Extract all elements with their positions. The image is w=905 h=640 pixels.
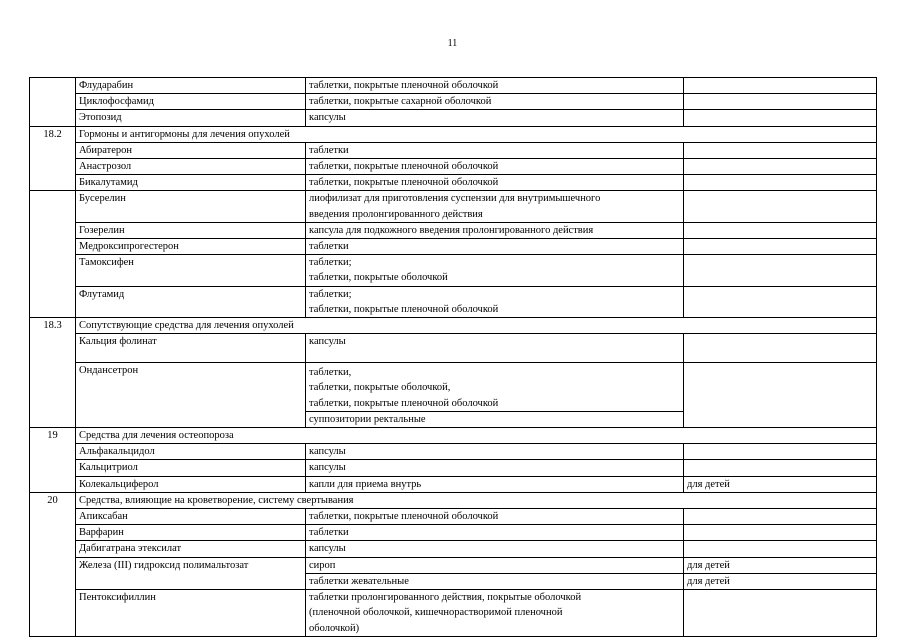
table-row <box>30 557 877 573</box>
section-number-cell <box>30 78 76 127</box>
section-number: 20 <box>30 492 76 636</box>
dosage-form: сироп <box>306 557 684 573</box>
note-cell <box>684 110 877 126</box>
table-row <box>30 541 877 557</box>
table-row <box>30 590 877 637</box>
note-cell <box>684 142 877 158</box>
dosage-form: таблетки жевательные <box>306 573 684 589</box>
note-cell <box>684 94 877 110</box>
dosage-form-line: таблетки, <box>309 367 352 379</box>
table-row <box>30 460 877 476</box>
table-row <box>30 239 877 255</box>
section-header-row <box>30 428 877 444</box>
drug-name: Этопозид <box>76 110 306 126</box>
dosage-form: таблетки <box>306 525 684 541</box>
dosage-form-line: таблетки, покрытые пленочной оболочкой <box>309 397 499 409</box>
dosage-form-line: таблетки, покрытые пленочной оболочкой <box>309 303 499 315</box>
dosage-form-line: таблетки, покрытые оболочкой <box>309 272 448 284</box>
note-cell <box>684 444 877 460</box>
drug-name: Тамоксифен <box>76 255 306 286</box>
drug-name: Гозерелин <box>76 222 306 238</box>
section-number-cell <box>30 191 76 318</box>
section-header-row <box>30 492 877 508</box>
dosage-form <box>306 255 684 286</box>
note-cell <box>684 334 877 363</box>
note-cell: для детей <box>684 573 877 589</box>
drug-name: Бусерелин <box>76 191 306 222</box>
drug-name: Абиратерон <box>76 142 306 158</box>
note-cell <box>684 590 877 637</box>
dosage-form: капсулы <box>306 460 684 476</box>
section-title: Гормоны и антигормоны для лечения опухолей <box>76 126 877 142</box>
section-number: 18.3 <box>30 318 76 428</box>
dosage-form <box>306 590 684 637</box>
drug-name: Флутамид <box>76 286 306 317</box>
note-cell <box>684 525 877 541</box>
table-row <box>30 142 877 158</box>
page-number: 11 <box>447 38 458 49</box>
section-title: Средства для лечения остеопороза <box>76 428 877 444</box>
note-cell <box>684 286 877 317</box>
dosage-form-line: введения пролонгированного действия <box>309 208 483 220</box>
section-number: 19 <box>30 428 76 493</box>
dosage-form-line: таблетки; <box>309 257 352 269</box>
dosage-form: капсулы <box>306 541 684 557</box>
note-cell <box>684 509 877 525</box>
table-row <box>30 159 877 175</box>
note-cell <box>684 239 877 255</box>
drug-name: Кальцитриол <box>76 460 306 476</box>
dosage-form: суппозитории ректальные <box>306 411 684 427</box>
note-cell <box>684 541 877 557</box>
drug-name: Апиксабан <box>76 509 306 525</box>
drug-list-table <box>29 77 877 637</box>
drug-name: Железа (III) гидроксид полимальтозат <box>76 557 306 589</box>
drug-name: Анастрозол <box>76 159 306 175</box>
table-row <box>30 476 877 492</box>
drug-name: Кальция фолинат <box>76 334 306 363</box>
drug-name: Колекальциферол <box>76 476 306 492</box>
table-row <box>30 191 877 222</box>
drug-name: Циклофосфамид <box>76 94 306 110</box>
note-cell <box>684 363 877 428</box>
table-row <box>30 509 877 525</box>
table-row <box>30 444 877 460</box>
table-row <box>30 525 877 541</box>
section-header-row <box>30 318 877 334</box>
note-cell <box>684 78 877 94</box>
table-row <box>30 334 877 363</box>
dosage-form: таблетки, покрытые сахарной оболочкой <box>306 94 684 110</box>
dosage-form: таблетки <box>306 239 684 255</box>
dosage-form: капсулы <box>306 110 684 126</box>
dosage-form-line: оболочкой) <box>309 622 360 634</box>
section-title: Средства, влияющие на кроветворение, систему свертывания <box>76 492 877 508</box>
drug-name: Варфарин <box>76 525 306 541</box>
note-cell: для детей <box>684 557 877 573</box>
dosage-form <box>306 286 684 317</box>
dosage-form <box>306 191 684 222</box>
dosage-form-line: таблетки, покрытые оболочкой, <box>309 382 451 394</box>
dosage-form-line: таблетки; <box>309 288 352 300</box>
table-row <box>30 286 877 317</box>
note-cell <box>684 255 877 286</box>
drug-name: Пентоксифиллин <box>76 590 306 637</box>
dosage-form-line: (пленочной оболочкой, кишечнорастворимой пленочной <box>309 607 563 619</box>
dosage-form: таблетки, покрытые пленочной оболочкой <box>306 159 684 175</box>
dosage-form: таблетки, покрытые пленочной оболочкой <box>306 175 684 191</box>
note-cell <box>684 159 877 175</box>
dosage-form: таблетки, покрытые пленочной оболочкой <box>306 509 684 525</box>
section-number: 18.2 <box>30 126 76 191</box>
dosage-form: капсула для подкожного введения пролонгированного действия <box>306 222 684 238</box>
drug-name: Ондансетрон <box>76 363 306 428</box>
note-cell <box>684 222 877 238</box>
note-cell: для детей <box>684 476 877 492</box>
note-cell <box>684 460 877 476</box>
drug-name: Бикалутамид <box>76 175 306 191</box>
table-row <box>30 175 877 191</box>
section-header-row <box>30 126 877 142</box>
dosage-form: капли для приема внутрь <box>306 476 684 492</box>
dosage-form: капсулы <box>306 444 684 460</box>
dosage-form: таблетки <box>306 142 684 158</box>
table-row <box>30 363 877 412</box>
note-cell <box>684 175 877 191</box>
dosage-form: капсулы <box>306 334 684 363</box>
dosage-form-line: таблетки пролонгированного действия, покрытые оболочкой <box>309 592 582 604</box>
drug-name: Медроксипрогестерон <box>76 239 306 255</box>
table-row <box>30 78 877 94</box>
dosage-form-line: лиофилизат для приготовления суспензии для внутримышечного <box>309 193 601 205</box>
drug-name: Флударабин <box>76 78 306 94</box>
table-row <box>30 110 877 126</box>
dosage-form <box>306 363 684 412</box>
note-cell <box>684 191 877 222</box>
dosage-form: таблетки, покрытые пленочной оболочкой <box>306 78 684 94</box>
table-row <box>30 222 877 238</box>
drug-name: Альфакальцидол <box>76 444 306 460</box>
drug-name: Дабигатрана этексилат <box>76 541 306 557</box>
table-row <box>30 255 877 286</box>
table-row <box>30 94 877 110</box>
section-title: Сопутствующие средства для лечения опухолей <box>76 318 877 334</box>
